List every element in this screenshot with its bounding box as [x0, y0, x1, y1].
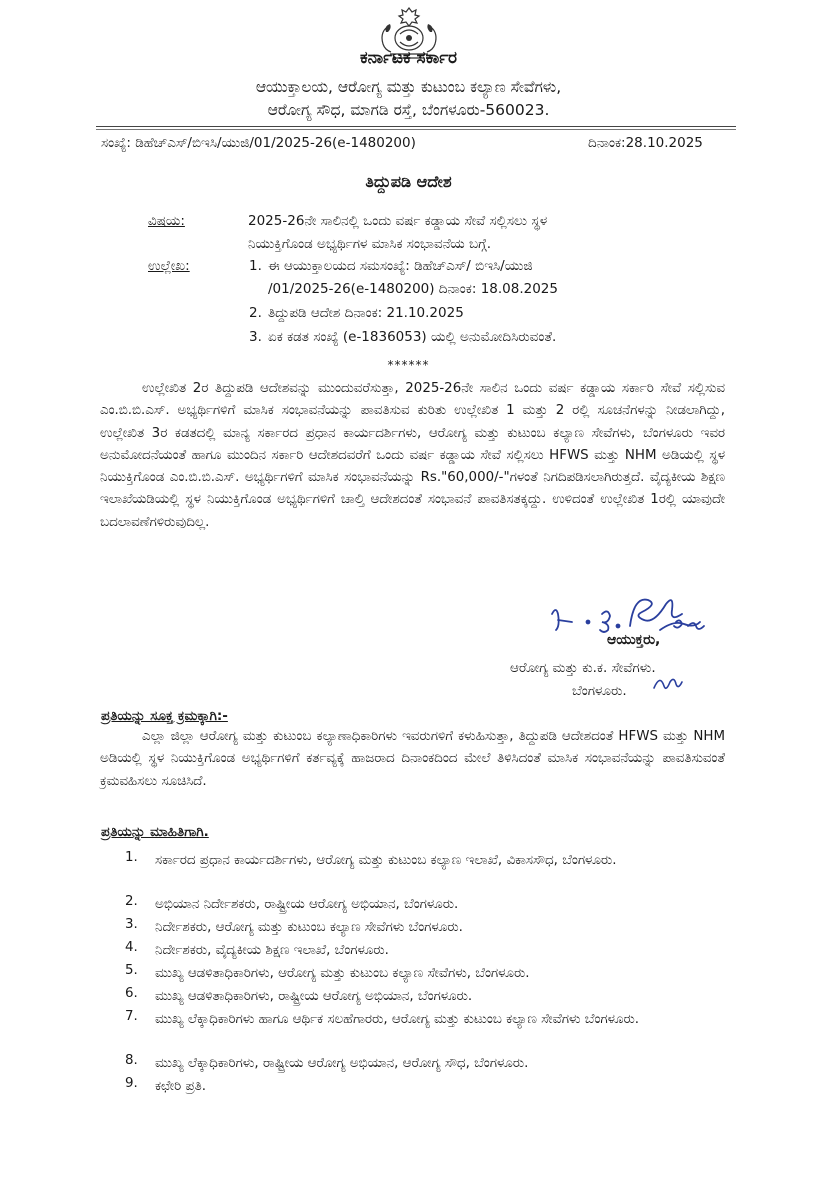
order-body — [100, 378, 725, 534]
list-item-text: ಮುಖ್ಯ ಆಡಳಿತಾಧಿಕಾರಿಗಳು, ಆರೋಗ್ಯ ಮತ್ತು ಕುಟುಂಬ ಕಲ್ಯಾಣ ಸೇವೆಗಳು, ಬೆಂಗಳೂರು. — [155, 966, 530, 981]
reference-1-line-2: /01/2025-26(e-1480200) ದಿನಾಂಕ: 18.08.2025 — [268, 281, 558, 297]
list-item-number: 3. — [125, 917, 138, 932]
list-item-text: ಸರ್ಕಾರದ ಪ್ರಧಾನ ಕಾರ್ಯದರ್ಶಿಗಳು, ಆರೋಗ್ಯ ಮತ್ತು ಕುಟುಂಬ ಕಲ್ಯಾಣ ಇಲಾಖೆ, ವಿಕಾಸಸೌಧ, ಬೆಂಗಳೂರು. — [155, 853, 617, 868]
copy-action-heading: ಪ್ರತಿಯನ್ನು ಸೂಕ್ತ ಕ್ರಮಕ್ಕಾಗಿ:- — [101, 708, 228, 724]
references-label: ಉಲ್ಲೇಖ: — [148, 258, 190, 274]
subject-label: ವಿಷಯ: — [148, 213, 185, 229]
government-name: ಕರ್ನಾಟಕ ಸರ್ಕಾರ — [359, 48, 458, 68]
list-item-number: 2. — [125, 894, 138, 909]
list-item-text: ಮುಖ್ಯ ಲೆಕ್ಕಾಧಿಕಾರಿಗಳು ಹಾಗೂ ಆರ್ಥಿಕ ಸಲಹೆಗಾರರು, ಆರೋಗ್ಯ ಮತ್ತು ಕುಟುಂಬ ಕಲ್ಯಾಣ ಸೇವೆಗಳು ಬೆಂಗಳೂರು. — [155, 1012, 640, 1027]
copy-action-body — [100, 726, 725, 793]
signatory-department: ಆರೋಗ್ಯ ಮತ್ತು ಕು.ಕ. ಸೇವೆಗಳು. — [510, 660, 656, 676]
list-item-number: 4. — [125, 940, 138, 955]
section-separator: ****** — [387, 358, 430, 372]
list-item-text: ಮುಖ್ಯ ಆಡಳಿತಾಧಿಕಾರಿಗಳು, ರಾಷ್ಟ್ರೀಯ ಆರೋಗ್ಯ ಅಭಿಯಾನ, ಬೆಂಗಳೂರು. — [155, 989, 473, 1004]
header-divider — [96, 126, 736, 127]
list-item-number: 6. — [125, 986, 138, 1001]
office-name: ಆಯುಕ್ತಾಲಯ, ಆರೋಗ್ಯ ಮತ್ತು ಕುಟುಂಬ ಕಲ್ಯಾಣ ಸೇವೆಗಳು, — [255, 78, 562, 96]
order-date: ದಿನಾಂಕ:28.10.2025 — [588, 135, 703, 151]
list-item-number: 5. — [125, 963, 138, 978]
list-item-text: ಅಭಿಯಾನ ನಿರ್ದೇಶಕರು, ರಾಷ್ಟ್ರೀಯ ಆರೋಗ್ಯ ಅಭಿಯಾನ, ಬೆಂಗಳೂರು. — [155, 897, 459, 912]
reference-number: ಸಂಖ್ಯೆ: ಡಿಹೆಚ್‌ಎಸ್/ಬಿಇಸಿ/ಯುಜಿ/01/2025-26(e-1480200) — [101, 135, 416, 151]
signatory-title: ಆಯುಕ್ತರು, — [607, 632, 661, 648]
list-item-number: 9. — [125, 1076, 138, 1091]
reference-number-2: 2. — [249, 305, 262, 321]
subject-line-1: 2025-26ನೇ ಸಾಲಿನಲ್ಲಿ ಒಂದು ವರ್ಷ ಕಡ್ಡಾಯ ಸೇವೆ ಸಲ್ಲಿಸಲು ಸ್ಥಳ — [248, 213, 548, 229]
list-item-number: 1. — [125, 850, 138, 865]
list-item-number: 8. — [125, 1053, 138, 1068]
office-address: ಆರೋಗ್ಯ ಸೌಧ, ಮಾಗಡಿ ರಸ್ತೆ, ಬೆಂಗಳೂರು-560023. — [267, 101, 550, 119]
signatory-city: ಬೆಂಗಳೂರು. — [572, 683, 627, 699]
header-divider-thin — [96, 129, 736, 130]
list-item-text: ನಿರ್ದೇಶಕರು, ವೈದ್ಯಕೀಯ ಶಿಕ್ಷಣ ಇಲಾಖೆ, ಬೆಂಗಳೂರು. — [155, 943, 389, 958]
reference-number-1: 1. — [249, 258, 262, 274]
copy-info-heading: ಪ್ರತಿಯನ್ನು ಮಾಹಿತಿಗಾಗಿ. — [101, 824, 209, 840]
reference-3-text: ಏಕ ಕಡತ ಸಂಖ್ಯೆ (e-1836053) ಯಲ್ಲಿ ಅನುಮೋದಿಸಿರುವಂತೆ. — [268, 329, 557, 345]
copy-action-text: ಎಲ್ಲಾ ಜಿಲ್ಲಾ ಆರೋಗ್ಯ ಮತ್ತು ಕುಟುಂಬ ಕಲ್ಯಾಣಾಧಿಕಾರಿಗಳು ಇವರುಗಳಿಗೆ ಕಳುಹಿಸುತ್ತಾ, ತಿದ್ದುಪಡಿ ಆದೇಶದಂತೆ HFWS ಮತ್ತು NHM ಅಡಿಯಲ್ಲಿ ಸ್ಥಳ ನಿಯುಕ್ತಿಗೊಂಡ ಅಭ್ಯರ್ಥಿಗಳಿಗೆ ಕರ್ತವ್ಯಕ್ಕೆ ಹಾಜರಾದ ದಿನಾಂಕದಿಂದ ಮೇಲೆ ತಿಳಿಸಿದಂತೆ ಮಾಸಿಕ ಸಂಭಾವನೆಯನ್ನು ಪಾವತಿಸುವಂತೆ ಕ್ರಮವಹಿಸಲು ಸೂಚಿಸಿದೆ. — [100, 729, 725, 789]
list-item-text: ಮುಖ್ಯ ಲೆಕ್ಕಾಧಿಕಾರಿಗಳು, ರಾಷ್ಟ್ರೀಯ ಆರೋಗ್ಯ ಅಭಿಯಾನ, ಆರೋಗ್ಯ ಸೌಧ, ಬೆಂಗಳೂರು. — [155, 1056, 529, 1071]
initial-mark — [652, 672, 684, 694]
list-item-text: ನಿರ್ದೇಶಕರು, ಆರೋಗ್ಯ ಮತ್ತು ಕುಟುಂಬ ಕಲ್ಯಾಣ ಸೇವೆಗಳು ಬೆಂಗಳೂರು. — [155, 920, 463, 935]
list-item-number: 7. — [125, 1009, 138, 1024]
subject-line-2: ನಿಯುಕ್ತಿಗೊಂಡ ಅಭ್ಯರ್ಥಿಗಳ ಮಾಸಿಕ ಸಂಭಾವನೆಯ ಬಗ್ಗೆ. — [248, 236, 492, 252]
reference-2-text: ತಿದ್ದುಪಡಿ ಆದೇಶ ದಿನಾಂಕ: 21.10.2025 — [268, 305, 464, 321]
list-item-text: ಕಛೇರಿ ಪ್ರತಿ. — [155, 1079, 207, 1094]
document-title: ತಿದ್ದುಪಡಿ ಆದೇಶ — [365, 172, 452, 191]
reference-number-3: 3. — [249, 329, 262, 345]
order-body-text: ಉಲ್ಲೇಖಿತ 2ರ ತಿದ್ದುಪಡಿ ಆದೇಶವನ್ನು ಮುಂದುವರೆಸುತ್ತಾ, 2025-26ನೇ ಸಾಲಿನ ಒಂದು ವರ್ಷ ಕಡ್ಡಾಯ ಸರ್ಕಾರಿ ಸೇವೆ ಸಲ್ಲಿಸುವ ಎಂ.ಬಿ.ಬಿ.ಎಸ್. ಅಭ್ಯರ್ಥಿಗಳಿಗೆ ಮಾಸಿಕ ಸಂಭಾವನೆಯನ್ನು ಪಾವತಿಸುವ ಕುರಿತು ಉಲ್ಲೇಖಿತ 1 ಮತ್ತು 2 ರಲ್ಲಿ ಸೂಚನೆಗಳನ್ನು ನೀಡಲಾಗಿದ್ದು, ಉಲ್ಲೇಖಿತ 3ರ ಕಡತದಲ್ಲಿ ಮಾನ್ಯ ಸರ್ಕಾರದ ಪ್ರಧಾನ ಕಾರ್ಯದರ್ಶಿಗಳು, ಆರೋಗ್ಯ ಮತ್ತು ಕುಟುಂಬ ಕಲ್ಯಾಣ ಸೇವೆಗಳು, ಬೆಂಗಳೂರು ಇವರ ಅನುಮೋದನೆಯಂತೆ ಹಾಗೂ ಮುಂದಿನ ಸರ್ಕಾರಿ ಆದೇಶದವರೆಗೆ ಒಂದು ವರ್ಷ ಕಡ್ಡಾಯ ಸೇವೆ ಸಲ್ಲಿಸಲು HFWS ಮತ್ತು NHM ಅಡಿಯಲ್ಲಿ ಸ್ಥಳ ನಿಯುಕ್ತಿಗೊಂಡ ಎಂ.ಬಿ.ಬಿ.ಎಸ್. ಅಭ್ಯರ್ಥಿಗಳಿಗೆ ಮಾಸಿಕ ಸಂಭಾವನೆಯನ್ನು Rs."60,000/-"ಗಳಂತೆ ನಿಗದಿಪಡಿಸಲಾಗಿರುತ್ತದೆ. ವೈದ್ಯಕೀಯ ಶಿಕ್ಷಣ ಇಲಾಖೆಯಡಿಯಲ್ಲಿ ಸ್ಥಳ ನಿಯುಕ್ತಿಗೊಂಡ ಅಭ್ಯರ್ಥಿಗಳಿಗೆ ಚಾಲ್ತಿ ಆದೇಶದಂತೆ ಸಂಭಾವನೆ ಪಾವತಿಸತಕ್ಕದ್ದು. ಉಳಿದಂತೆ ಉಲ್ಲೇಖಿತ 1ರಲ್ಲಿ ಯಾವುದೇ ಬದಲಾವಣೆಗಳಿರುವುದಿಲ್ಲ. — [100, 381, 725, 530]
reference-1-line-1: ಈ ಆಯುಕ್ತಾಲಯದ ಸಮಸಂಖ್ಯೆ: ಡಿಹೆಚ್‌ಎಸ್/ ಬಿಇಸಿ/ಯುಜಿ — [268, 258, 533, 274]
